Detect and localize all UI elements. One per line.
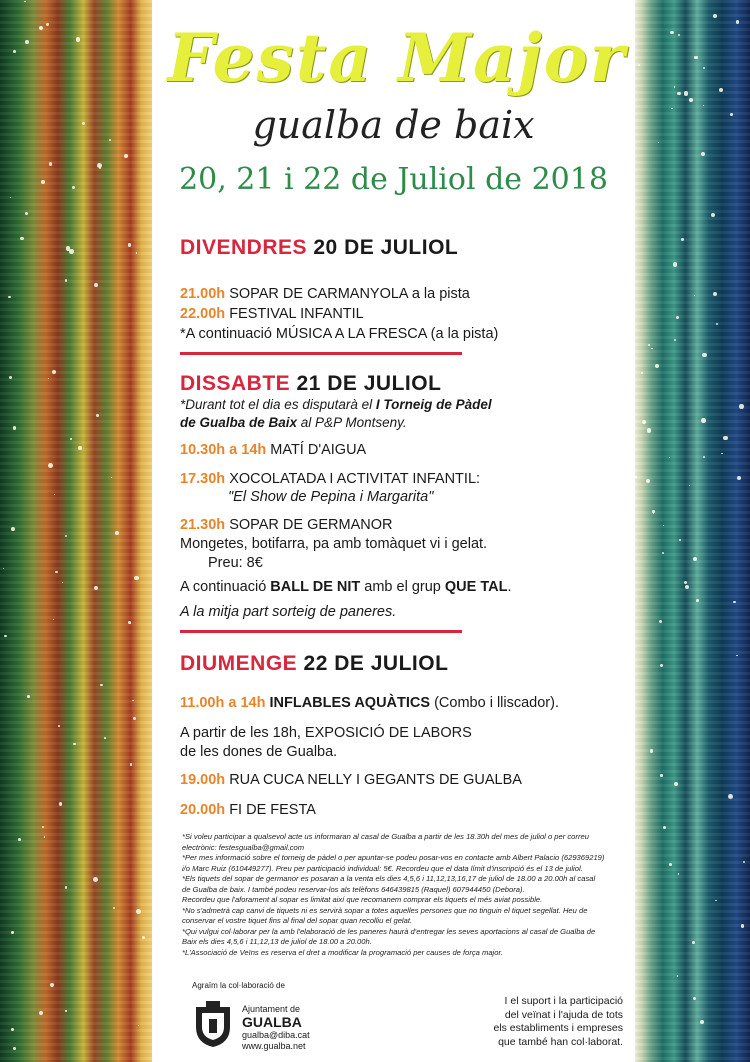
paint-speck bbox=[701, 152, 706, 157]
decorative-right-panel bbox=[635, 0, 750, 1062]
event-item bbox=[180, 470, 480, 488]
paint-speck bbox=[677, 92, 680, 95]
paint-speck bbox=[700, 1020, 704, 1024]
section-divider bbox=[180, 630, 462, 633]
event-note: A partir de les 18h, EXPOSICIÓ DE LABORS bbox=[180, 725, 472, 741]
paint-speck bbox=[671, 108, 672, 109]
footnote-line: *No s'admetrà cap canvi de tiquets ni es servirà sopar a totes aquelles persones que no tinguin el tiquet segellat. Heu de bbox=[182, 905, 588, 915]
paint-speck bbox=[733, 601, 736, 604]
paint-speck bbox=[138, 1025, 139, 1026]
paint-speck bbox=[115, 531, 119, 535]
paint-speck bbox=[658, 142, 659, 143]
paint-speck bbox=[132, 700, 133, 701]
event-text: XOCOLATADA I ACTIVITAT INFANTIL: bbox=[229, 471, 481, 487]
paint-speck bbox=[3, 568, 4, 569]
paint-speck bbox=[133, 717, 136, 720]
paint-speck bbox=[674, 86, 675, 87]
paint-speck bbox=[94, 586, 98, 590]
paint-speck bbox=[739, 404, 744, 409]
event-item bbox=[180, 578, 511, 596]
footnote-line: Recordeu que l'aforament al sopar es limitat així que recomanem comprar els tiquets el més aviat possible. bbox=[182, 895, 543, 904]
event-highlight: QUE TAL bbox=[444, 579, 508, 595]
event-item bbox=[180, 516, 392, 534]
event-item bbox=[180, 694, 559, 712]
paint-speck bbox=[674, 782, 678, 786]
day-heading-friday bbox=[180, 236, 458, 260]
intro-text: *Durant tot el dia es disputarà el bbox=[180, 397, 376, 412]
paint-speck bbox=[128, 243, 132, 247]
event-time: 17.30h bbox=[180, 471, 226, 487]
event-text: FI DE FESTA bbox=[229, 802, 316, 818]
paint-speck bbox=[689, 98, 693, 102]
paint-speck bbox=[72, 186, 75, 189]
paint-speck bbox=[730, 113, 733, 116]
intro-highlight: de Gualba de Baix bbox=[180, 415, 298, 430]
event-intro bbox=[180, 414, 407, 432]
sponsor-thanks: Agraïm la col·laboració de bbox=[192, 981, 285, 990]
paint-speck bbox=[11, 931, 13, 933]
paint-speck bbox=[736, 20, 739, 23]
paint-speck bbox=[52, 370, 56, 374]
paint-speck bbox=[692, 941, 695, 944]
paint-speck bbox=[111, 477, 112, 478]
paint-speck bbox=[641, 372, 643, 374]
paint-speck bbox=[684, 581, 687, 584]
day-date: 20 DE JULIOL bbox=[313, 236, 459, 259]
paint-speck bbox=[54, 494, 55, 495]
paint-speck bbox=[10, 197, 11, 198]
footnote-line: *Els tiquets del sopar de germanor es posaran a la venta els dies 4,5,6 i 11,12,13,16,17 de juliol de 18.00 a 20.00h al casal bbox=[182, 874, 596, 883]
paint-speck bbox=[721, 453, 722, 454]
event-note: Mongetes, botifarra, pa amb tomàquet vi i gelat. bbox=[180, 536, 488, 552]
paint-speck bbox=[652, 510, 655, 513]
paint-speck bbox=[648, 344, 650, 346]
paint-speck bbox=[663, 525, 664, 526]
footnote-line: *Si voleu participar a qualsevol acte us informaran al casal de Gualba a partir de les 18.30h del mes de juliol o per correu bbox=[182, 832, 589, 841]
paint-speck bbox=[9, 376, 12, 379]
event-text: INFLABLES AQUÀTICS bbox=[269, 695, 431, 711]
support-line: del veïnat i l'ajuda de tots bbox=[504, 1008, 623, 1021]
paint-speck bbox=[701, 418, 706, 423]
event-text: FESTIVAL INFANTIL bbox=[229, 306, 364, 322]
paint-speck bbox=[109, 139, 111, 141]
paint-speck bbox=[677, 975, 679, 977]
paint-speck bbox=[689, 485, 690, 486]
event-time: 21.00h bbox=[180, 286, 226, 302]
event-text: MATÍ D'AIGUA bbox=[270, 442, 367, 458]
org-name: GUALBA bbox=[242, 1014, 302, 1030]
paint-speck bbox=[100, 684, 103, 687]
paint-speck bbox=[11, 1028, 14, 1031]
paint-speck bbox=[716, 323, 718, 325]
paint-speck bbox=[647, 428, 652, 433]
footnote-line: *Qui vulgui col·laborar per la amb l'elaboració de les paneres haurà d'entregar les seves aportacions al casal de Gualba de bbox=[182, 926, 596, 936]
org-web: www.gualba.net bbox=[242, 1041, 306, 1051]
footnotes bbox=[182, 832, 607, 958]
paint-speck bbox=[638, 64, 640, 66]
paint-speck bbox=[715, 900, 717, 902]
paint-speck bbox=[713, 292, 717, 296]
event-note: "El Show de Pepina i Margarita" bbox=[228, 489, 434, 505]
paint-speck bbox=[703, 456, 705, 458]
paint-speck bbox=[11, 527, 15, 531]
paint-speck bbox=[130, 763, 133, 766]
poster-subtitle: gualba de baix bbox=[252, 103, 535, 147]
paint-speck bbox=[736, 655, 738, 657]
paint-speck bbox=[104, 737, 106, 739]
paint-speck bbox=[62, 582, 64, 584]
event-extra: (Combo i lliscador). bbox=[430, 695, 559, 711]
poster-content bbox=[152, 0, 635, 1062]
paint-speck bbox=[681, 238, 684, 241]
event-highlight: BALL DE NIT bbox=[270, 579, 361, 595]
day-name: DIUMENGE bbox=[180, 652, 298, 675]
paint-speck bbox=[660, 774, 662, 776]
paint-speck bbox=[662, 552, 664, 554]
event-note: de les dones de Gualba. bbox=[180, 744, 338, 760]
paint-speck bbox=[741, 924, 745, 928]
event-text: SOPAR DE GERMANOR bbox=[229, 517, 393, 533]
paint-speck bbox=[124, 154, 128, 158]
paint-speck bbox=[78, 446, 83, 451]
paint-speck bbox=[743, 861, 745, 863]
paint-speck bbox=[24, 1, 26, 3]
paint-speck bbox=[635, 476, 637, 478]
day-date: 22 DE JULIOL bbox=[303, 652, 449, 675]
paint-speck bbox=[711, 213, 715, 217]
paint-speck bbox=[136, 909, 141, 914]
paint-speck bbox=[678, 873, 679, 874]
paint-speck bbox=[82, 122, 85, 125]
paint-speck bbox=[728, 794, 733, 799]
event-item bbox=[180, 771, 522, 789]
paint-speck bbox=[76, 37, 81, 42]
paint-speck bbox=[703, 67, 705, 69]
decorative-left-panel bbox=[0, 0, 152, 1062]
town-crest-icon bbox=[192, 1001, 234, 1049]
paint-speck bbox=[684, 91, 688, 95]
event-text: . bbox=[507, 579, 512, 595]
paint-speck bbox=[136, 252, 137, 253]
paint-speck bbox=[642, 420, 646, 424]
paint-speck bbox=[13, 1047, 16, 1050]
paint-speck bbox=[669, 457, 670, 458]
paint-speck bbox=[737, 476, 741, 480]
paint-speck bbox=[93, 877, 98, 882]
paint-speck bbox=[39, 1011, 43, 1015]
footnote-line: de Gualba de baix. I també podeu reservar-los als telèfons 646439815 (Raquel) 607944450 (Debora). bbox=[182, 884, 525, 894]
event-text: SOPAR DE CARMANYOLA a la pista bbox=[229, 286, 470, 302]
footnote-line: *L'Associació de Veïns es reserva el dret a modificar la programació per causes de força major. bbox=[182, 947, 503, 957]
paint-speck bbox=[4, 635, 6, 637]
event-item bbox=[180, 441, 366, 459]
intro-highlight: I Torneig de Pàdel bbox=[375, 397, 492, 412]
day-name: DISSABTE bbox=[180, 372, 291, 395]
paint-speck bbox=[673, 262, 678, 267]
support-line: I el suport i la participació bbox=[504, 995, 623, 1007]
paint-speck bbox=[44, 836, 46, 838]
support-line: els establiments i empreses bbox=[493, 1022, 623, 1034]
paint-speck bbox=[685, 585, 689, 589]
footnote-line: conservar el vostre tiquet fins al final del sopar quan recolliu el gelat. bbox=[182, 916, 413, 925]
event-intro bbox=[180, 396, 492, 414]
paint-speck bbox=[660, 664, 663, 667]
event-time: 21.30h bbox=[180, 517, 226, 533]
paint-speck bbox=[674, 339, 676, 341]
paint-speck bbox=[70, 438, 71, 439]
paint-speck bbox=[655, 364, 659, 368]
event-time: 10.30h a 14h bbox=[180, 442, 267, 458]
paint-speck bbox=[693, 557, 697, 561]
footnote-line: *Per mes informació sobre el torneig de pàdel o per apuntar-se podeu posar-vos en contacte amb Albert Palacio (629369219) bbox=[182, 853, 605, 862]
day-name: DIVENDRES bbox=[180, 236, 308, 259]
paint-speck bbox=[42, 826, 45, 829]
paint-speck bbox=[676, 316, 680, 320]
intro-text: al P&P Montseny. bbox=[297, 415, 407, 430]
event-item bbox=[180, 801, 316, 819]
paint-speck bbox=[50, 983, 54, 987]
paint-speck bbox=[25, 40, 29, 44]
paint-speck bbox=[703, 105, 704, 106]
event-text: A continuació bbox=[180, 579, 271, 595]
paint-speck bbox=[635, 890, 637, 892]
event-item bbox=[180, 305, 364, 323]
paint-speck bbox=[713, 14, 717, 18]
paint-speck bbox=[49, 162, 52, 165]
event-time: 19.00h bbox=[180, 772, 226, 788]
poster-dates: 20, 21 i 22 de Juliol de 2018 bbox=[179, 162, 608, 197]
paint-speck bbox=[55, 571, 58, 574]
paint-speck bbox=[669, 863, 672, 866]
paint-speck bbox=[8, 296, 11, 299]
paint-speck bbox=[678, 34, 680, 36]
paint-speck bbox=[13, 426, 16, 429]
event-price: Preu: 8€ bbox=[208, 555, 263, 571]
paint-speck bbox=[65, 886, 68, 889]
poster-title: Festa Major bbox=[167, 19, 627, 97]
paint-speck bbox=[97, 163, 102, 168]
section-divider bbox=[180, 352, 462, 355]
paint-speck bbox=[723, 436, 728, 441]
paint-speck bbox=[58, 725, 60, 727]
paint-speck bbox=[113, 907, 115, 909]
paint-speck bbox=[46, 23, 49, 26]
paint-speck bbox=[719, 88, 723, 92]
event-time: 20.00h bbox=[180, 802, 226, 818]
paint-speck bbox=[659, 620, 662, 623]
paint-speck bbox=[25, 212, 29, 216]
paint-speck bbox=[65, 1010, 66, 1011]
paint-speck bbox=[94, 283, 98, 287]
paint-speck bbox=[693, 997, 696, 1000]
paint-speck bbox=[134, 576, 138, 580]
sponsor-org bbox=[242, 1004, 310, 1052]
paint-speck bbox=[646, 479, 650, 483]
paint-speck bbox=[128, 621, 131, 624]
paint-speck bbox=[96, 414, 99, 417]
paint-speck bbox=[48, 463, 53, 468]
footnote-line: i/o Marc Ruiz (610449277). Preu per participació individual: 5€. Recordeu que el data límit d'inscripció és el 13 de juliol. bbox=[182, 863, 583, 873]
support-message bbox=[483, 995, 623, 1049]
paint-speck bbox=[694, 295, 695, 296]
paint-speck bbox=[679, 539, 681, 541]
paint-speck bbox=[670, 31, 674, 35]
paint-speck bbox=[73, 743, 76, 746]
paint-speck bbox=[142, 936, 145, 939]
paint-speck bbox=[663, 826, 666, 829]
paint-speck bbox=[39, 26, 44, 31]
event-note: A la mitja part sorteig de paneres. bbox=[180, 604, 397, 620]
paint-speck bbox=[27, 695, 30, 698]
paint-speck bbox=[696, 599, 698, 601]
paint-speck bbox=[20, 237, 24, 241]
day-date: 21 DE JULIOL bbox=[296, 372, 442, 395]
event-time: 22.00h bbox=[180, 306, 226, 322]
event-time: 11.00h a 14h bbox=[180, 695, 266, 711]
event-note: *A continuació MÚSICA A LA FRESCA (a la pista) bbox=[180, 326, 499, 342]
paint-speck bbox=[69, 249, 74, 254]
org-line: Ajuntament de bbox=[242, 1004, 301, 1014]
paint-speck bbox=[13, 50, 16, 53]
support-line: que també han col·laborat. bbox=[498, 1035, 623, 1048]
paint-speck bbox=[702, 353, 707, 358]
paint-speck bbox=[59, 802, 62, 805]
event-item bbox=[180, 285, 470, 303]
org-email: gualba@diba.cat bbox=[242, 1030, 310, 1040]
paint-speck bbox=[651, 348, 653, 350]
event-text: amb el grup bbox=[360, 579, 445, 595]
paint-speck bbox=[53, 619, 54, 620]
event-text: RUA CUCA NELLY I GEGANTS DE GUALBA bbox=[229, 772, 522, 788]
day-heading-saturday bbox=[180, 372, 441, 396]
footnote-line: electrònic: festesgualba@gmail.com bbox=[182, 842, 305, 852]
day-heading-sunday bbox=[180, 652, 448, 676]
paint-speck bbox=[48, 378, 49, 379]
paint-speck bbox=[650, 749, 653, 752]
paint-speck bbox=[41, 180, 45, 184]
paint-speck bbox=[18, 838, 21, 841]
footnote-line: Baix els dies 4,5,6 i 11,12,13 de juliol de 18.00 a 20.00h. bbox=[182, 937, 372, 946]
paint-speck bbox=[694, 56, 697, 59]
paint-speck bbox=[65, 535, 67, 537]
paint-speck bbox=[65, 279, 68, 282]
